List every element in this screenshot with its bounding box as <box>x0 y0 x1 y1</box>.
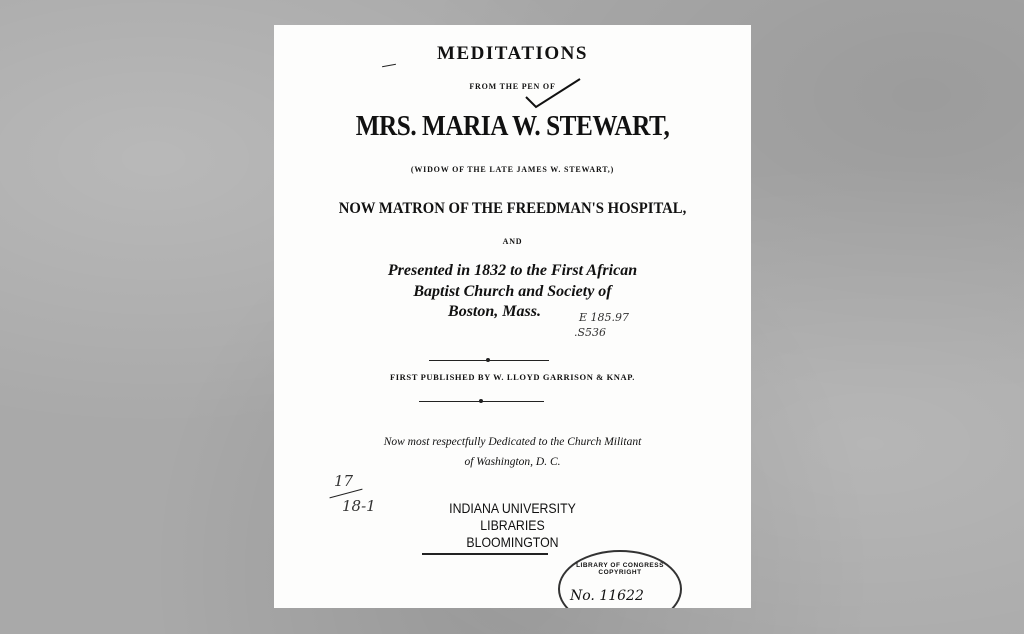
presented-line-1: Presented in 1832 to the First African <box>387 262 638 279</box>
and-line: AND <box>502 237 523 246</box>
presented-line-2: Baptist Church and Society of <box>413 283 612 300</box>
library-stamp-line-3: BLOOMINGTON <box>466 534 559 550</box>
dedication-line-2: of Washington, D. C. <box>464 456 561 468</box>
first-published-line: FIRST PUBLISHED BY W. LLOYD GARRISON & KNAP. <box>389 372 635 382</box>
author-name: MRS. MARIA W. STEWART, <box>355 111 670 142</box>
call-number-line-2: .S536 <box>574 326 607 339</box>
divider-dot-1 <box>486 358 490 362</box>
presented-line-3: Boston, Mass. <box>448 303 541 320</box>
dedication-line-1: Now most respectfully Dedicated to the Church Militant <box>383 436 642 448</box>
title-page <box>274 25 751 608</box>
handwritten-date-bottom: 18-1 <box>342 497 376 515</box>
copyright-stamp-number: No. 11622 <box>570 588 644 604</box>
widow-line: (WIDOW OF THE LATE JAMES W. STEWART,) <box>410 165 615 174</box>
copyright-stamp <box>558 550 682 608</box>
library-stamp-line-1: INDIANA UNIVERSITY <box>449 500 576 516</box>
handwritten-date-top: 17 <box>334 472 354 490</box>
copyright-stamp-text: LIBRARY OF CONGRESS COPYRIGHT <box>576 562 664 576</box>
library-stamp-underline <box>422 553 548 555</box>
matron-line: NOW MATRON OF THE FREEDMAN'S HOSPITAL, <box>338 200 687 217</box>
call-number-line-1: E 185.97 <box>579 311 630 324</box>
divider-dot-2 <box>479 399 483 403</box>
checkmark-icon <box>524 77 584 111</box>
from-pen-line: FROM THE PEN OF <box>469 82 556 91</box>
book-title: MEDITATIONS <box>437 43 588 64</box>
library-stamp-line-2: LIBRARIES <box>480 517 545 533</box>
